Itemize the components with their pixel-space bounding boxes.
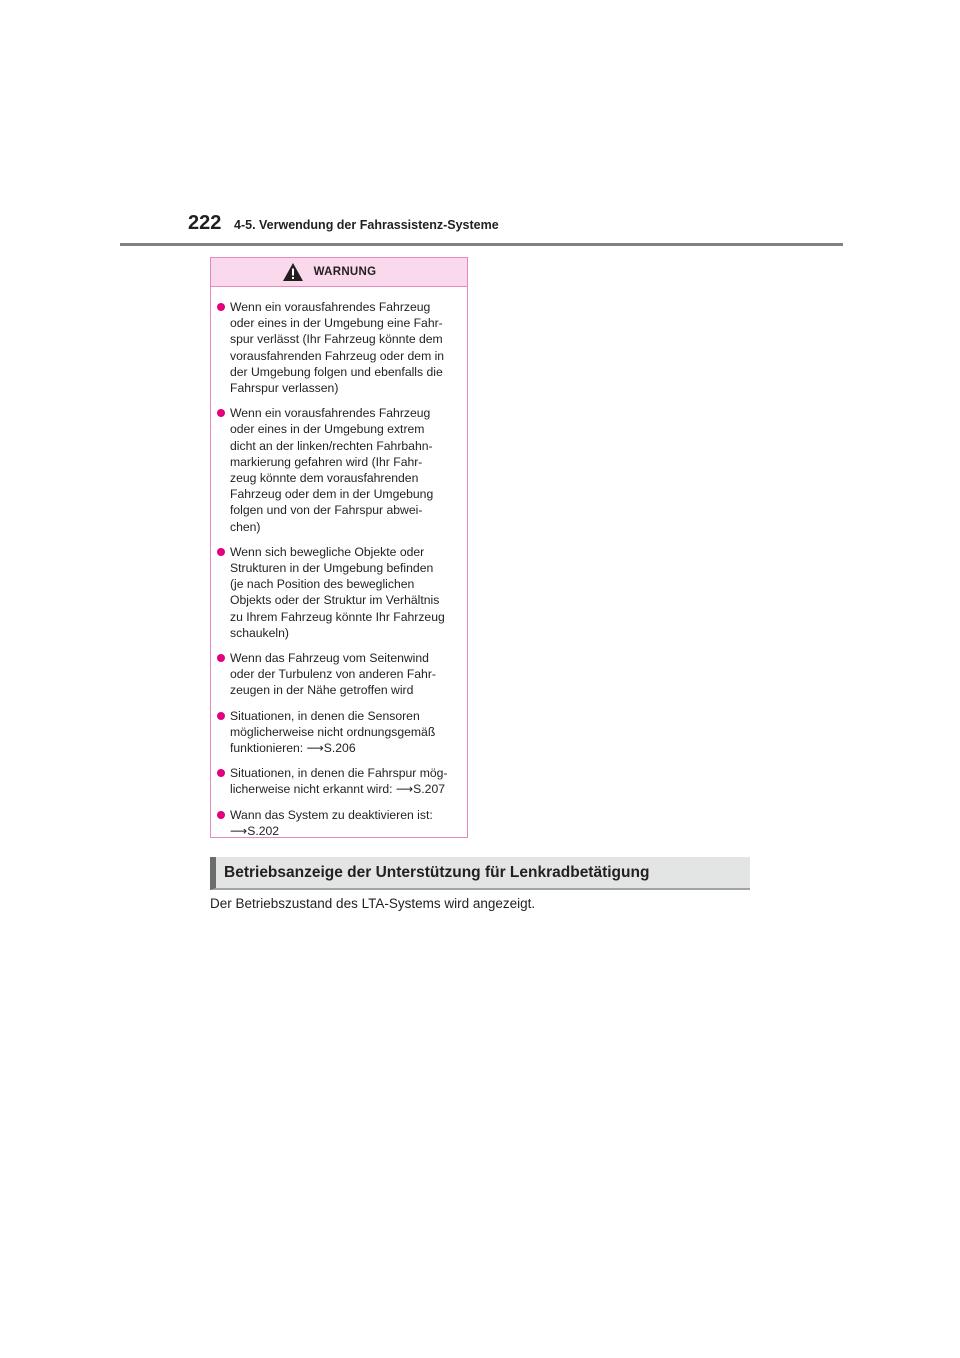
warning-item xyxy=(217,299,459,396)
bullet-icon xyxy=(217,654,225,662)
page-reference-link[interactable]: S.202 xyxy=(247,823,280,838)
arrow-right-icon: ⟶ xyxy=(306,741,324,756)
warning-header xyxy=(211,258,467,287)
bullet-icon xyxy=(217,303,225,311)
warning-list xyxy=(211,287,467,839)
warning-triangle-icon xyxy=(282,262,304,282)
bullet-icon xyxy=(217,409,225,417)
body-paragraph: Der Betriebszustand des LTA-Systems wird angezeigt. xyxy=(210,896,536,911)
warning-item-text: Wann das System zu deaktivieren ist: xyxy=(230,807,433,822)
warning-item-text: Wenn das Fahrzeug vom Seitenwind oder der Turbulenz von anderen Fahr- zeugen in der Nähe getroffen wird xyxy=(230,651,436,698)
arrow-right-icon: ⟶ xyxy=(395,782,414,797)
page-header xyxy=(188,212,499,242)
bullet-icon xyxy=(217,548,225,556)
page-reference-link[interactable]: S.207 xyxy=(413,782,446,797)
warning-item xyxy=(217,650,459,699)
warning-item xyxy=(217,765,459,797)
warning-item xyxy=(217,405,459,535)
warning-item-text: Wenn ein vorausfahrendes Fahrzeug oder eines in der Umgebung extrem dicht an der linken/rechten Fahrbahn- markierung gefahren wird (Ihr Fahr- zeug könnte dem vorausfahrenden Fahrzeug oder dem in der Umgebung folgen und von der Fahrspur abwei- chen) xyxy=(230,406,434,534)
subheading-title: Betriebsanzeige der Unterstützung für Lenkradbetätigung xyxy=(224,863,650,881)
warning-item-text: Wenn sich bewegliche Objekte oder Strukturen in der Umgebung befinden (je nach Position des beweglichen Objekts oder der Struktur im Verhältnis zu Ihrem Fahrzeug könnte Ihr Fahrzeug schaukeln) xyxy=(230,544,445,640)
page-number: 222 xyxy=(188,212,222,234)
arrow-right-icon: ⟶ xyxy=(230,823,248,838)
subheading-bar xyxy=(210,857,750,890)
warning-title: WARNUNG xyxy=(313,266,377,278)
warning-item xyxy=(217,544,459,641)
warning-item xyxy=(217,807,459,839)
bullet-icon xyxy=(217,769,225,777)
section-title: 4-5. Verwendung der Fahrassistenz-Systeme xyxy=(234,218,499,232)
page-reference-link[interactable]: S.206 xyxy=(323,741,356,756)
header-divider xyxy=(120,243,843,246)
warning-item-text: Wenn ein vorausfahrendes Fahrzeug oder eines in der Umgebung eine Fahr- spur verlässt (Ihr Fahrzeug könnte dem vorausfahrenden Fahrzeug oder dem in der Umgebung folgen und ebenfalls die Fahrspur verlassen) xyxy=(230,300,445,396)
bullet-icon xyxy=(217,811,225,819)
warning-box xyxy=(210,257,468,838)
warning-item-text: Situationen, in denen die Sensoren möglicherweise nicht ordnungsgemäß funktionieren: xyxy=(230,708,436,756)
warning-item-text: Situationen, in denen die Fahrspur mög- licherweise nicht erkannt wird: xyxy=(230,766,448,797)
bullet-icon xyxy=(217,712,225,720)
warning-item xyxy=(217,708,459,757)
